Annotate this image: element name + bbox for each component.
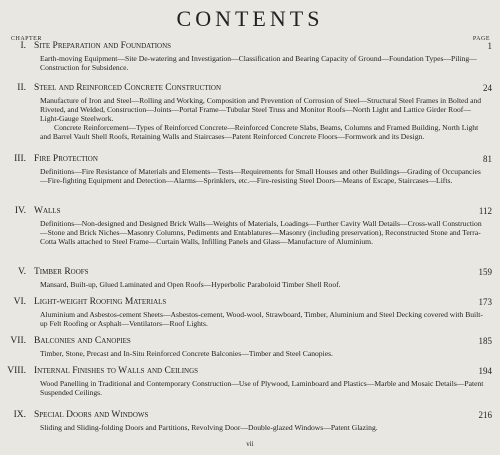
chapter-title: Fire Protection: [34, 154, 98, 164]
page-title: CONTENTS: [176, 6, 324, 31]
chapter-title: Site Preparation and Foundations: [34, 41, 172, 51]
page-folio: vii: [246, 440, 254, 448]
chapter-description: [40, 167, 484, 185]
chapter-description: [40, 96, 484, 141]
chapter-title: Internal Finishes to Walls and Ceilings: [34, 366, 199, 376]
chapter-number: VII.: [10, 336, 26, 346]
chapter-number: IX.: [13, 410, 26, 420]
description-paragraph: Mansard, Built-up, Glued Laminated and Open Roofs—Hyperbolic Paraboloid Timber Shell Roof.: [40, 280, 341, 289]
page-number: 1: [487, 41, 492, 51]
chapter-number: I.: [20, 41, 26, 51]
description-paragraph: Concrete Reinforcement—Types of Reinforced Concrete—Reinforced Concrete Slabs, Beams, Columns and Framed Building, North Light and Barrel Vault Shell Roofs, Retaining Walls and Staircases—Patent Reinforced Concrete Floors—Formwork and its Design.: [40, 123, 479, 141]
chapter-title: Special Doors and Windows: [34, 410, 149, 420]
chapter-entry: [4, 154, 492, 185]
description-paragraph: Sliding and Sliding-folding Doors and Partitions, Revolving Door—Double-glazed Windows—Patent Glazing.: [40, 423, 378, 432]
chapter-number: V.: [17, 267, 26, 277]
chapter-description: [40, 423, 484, 432]
chapter-entry: [4, 336, 492, 358]
chapter-entry: [4, 297, 492, 328]
description-paragraph: Wood Panelling in Traditional and Contemporary Construction—Use of Plywood, Laminboard and Plastics—Marble and Mosaic Details—Patent Suspended Ceilings.: [40, 379, 484, 397]
chapter-entry: [4, 41, 492, 72]
chapter-entry: [4, 267, 492, 289]
page-number: 159: [478, 267, 492, 277]
chapter-title: Timber Roofs: [34, 267, 89, 277]
chapter-description: [40, 379, 484, 397]
chapter-description: [40, 349, 484, 358]
chapter-description: [40, 219, 484, 246]
page-number: 81: [483, 154, 492, 164]
chapter-column-header: CHAPTER: [11, 36, 42, 42]
chapter-number: IV.: [14, 206, 26, 216]
chapter-number: VIII.: [7, 366, 26, 376]
description-paragraph: Manufacture of Iron and Steel—Rolling and Working, Composition and Prevention of Corrosion of Steel—Structural Steel Frames in Bolted and Riveted, and Welded, Construction—Joints—Portal Frame—Tubular Steel Truss and Monitor Roofs—North Light and Lattice Girder Roof—Light-Gauge Steelwork.: [40, 96, 482, 123]
page-number: 194: [478, 366, 492, 376]
chapter-entry: [4, 206, 492, 246]
chapter-number: III.: [14, 154, 26, 164]
description-paragraph: Earth-moving Equipment—Site De-watering and Investigation—Classification and Bearing Capacity of Ground—Foundation Types—Piling—Construction for Subsidence.: [40, 54, 477, 72]
chapter-title: Light-weight Roofing Materials: [34, 297, 167, 307]
page-number: 24: [483, 83, 492, 93]
chapter-number: II.: [17, 83, 26, 93]
chapter-title: Walls: [34, 206, 61, 216]
chapter-entry: [4, 410, 492, 432]
chapter-number: VI.: [13, 297, 26, 307]
page-number: 185: [478, 336, 492, 346]
description-paragraph: Aluminium and Asbestos-cement Sheets—Asbestos-cement, Wood-wool, Strawboard, Timber, Aluminium and Steel Decking covered with Built-up Felt Roofing or Asphalt—Ventilators—Roof Lights.: [40, 310, 483, 328]
page-number: 112: [478, 206, 492, 216]
chapter-title: Steel and Reinforced Concrete Construction: [34, 83, 222, 93]
page-number: 173: [478, 297, 492, 307]
chapter-entry: [4, 366, 492, 397]
chapter-description: [40, 54, 484, 72]
chapter-description: [40, 310, 484, 328]
description-paragraph: Timber, Stone, Precast and In-Situ Reinforced Concrete Balconies—Timber and Steel Canopies.: [40, 349, 333, 358]
page-number: 216: [478, 410, 492, 420]
description-paragraph: Definitions—Fire Resistance of Materials and Elements—Tests—Requirements for Small Houses and other Buildings—Grading of Occupancies—Fire-fighting Equipment and Detection—Alarms—Sprinklers, etc.—Fire-resisting Steel Doors—Means of Escape, Staircases—Lifts.: [40, 167, 481, 185]
description-paragraph: Definitions—Non-designed and Designed Brick Walls—Weights of Materials, Loadings—Further Cavity Wall Details—Cross-wall Construction—Stone and Brick Niches—Masonry Columns, Pediments and Entablatures—Masonry (including preservation), Reconstructed Stone and Terra-Cotta Walls attached to Steel Frame—Curtain Walls, Infilling Panels and Glass—Manufacture of Aluminium.: [40, 219, 482, 246]
page-column-header: PAGE: [472, 36, 490, 42]
chapter-description: [40, 280, 484, 289]
chapter-entry: [4, 83, 492, 141]
chapter-title: Balconies and Canopies: [34, 336, 131, 346]
